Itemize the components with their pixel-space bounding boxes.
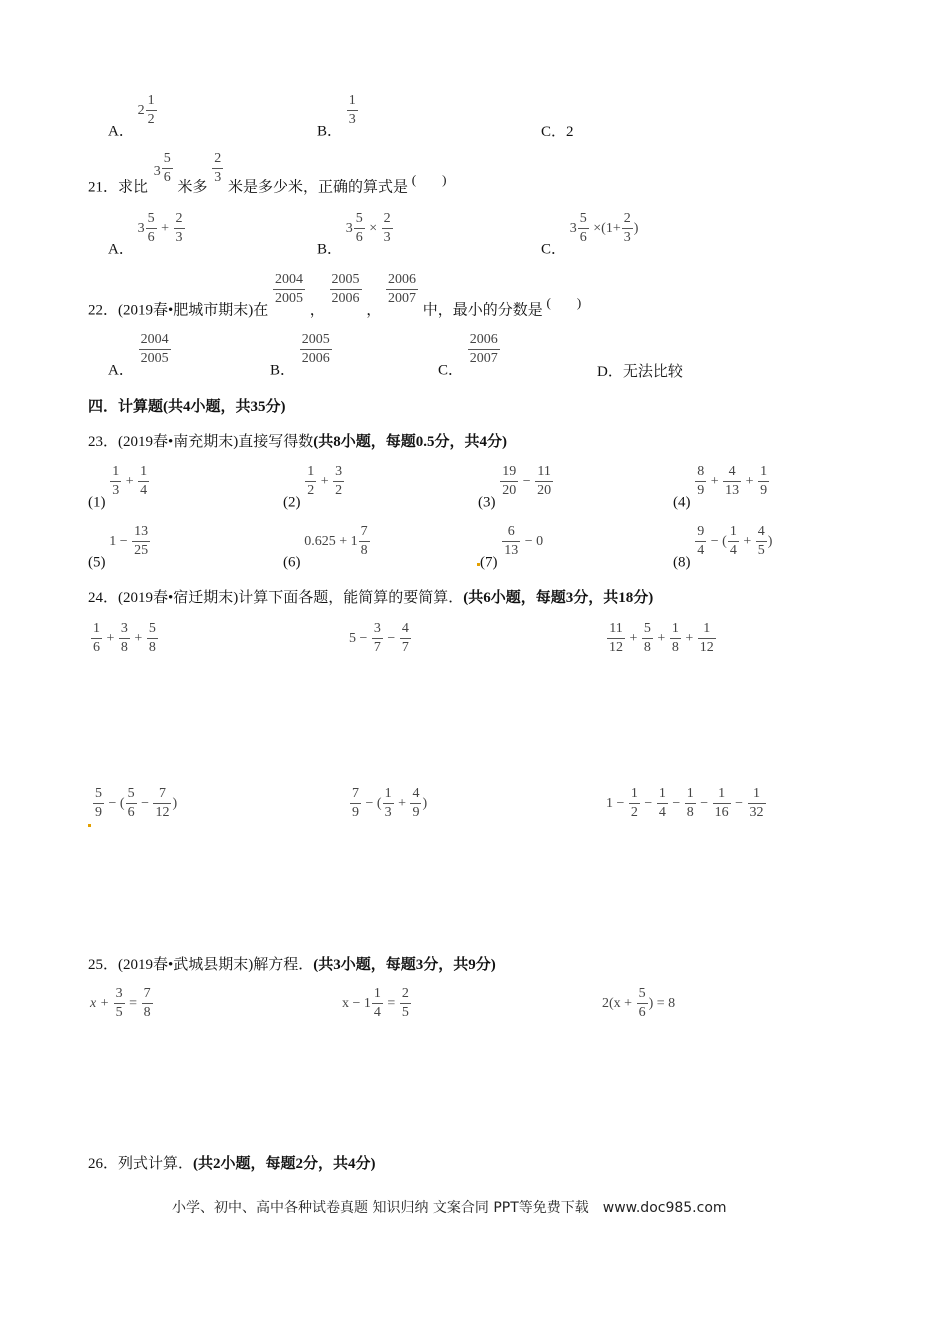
q20-option-b: B． $\frac{1}{3}$ bbox=[317, 93, 356, 140]
q22-answer-blank: ( ) bbox=[546, 294, 582, 310]
q24-expr-4: $\frac{5}{9}$ − ( $\frac{5}{6}$ − $\frac{7}{12}$ ) bbox=[95, 786, 178, 820]
q24-expr-1: $\frac{1}{6}$ + $\frac{3}{8}$ + $\frac{5}{8}$ bbox=[93, 621, 156, 655]
q25-equation-2: x − 1 $\frac{1}{4}$ = $\frac{2}{5}$ bbox=[342, 986, 409, 1020]
q23-item-5: (5) 1 − $\frac{13}{25}$ bbox=[88, 524, 149, 571]
question-22: 22．(2019春•肥城市期末)在 $\frac{2004}{2005}$ ， $\frac{2005}{2006}$ ， $\frac{2006}{2007}$ 中，最小的分数是 ( ) bbox=[88, 273, 587, 320]
q23-item-4: (4) $\frac{8}{9}$ + $\frac{4}{13}$ + $\frac{1}{9}$ bbox=[673, 464, 768, 511]
q22-option-b: B． $\frac{2005}{2006}$ bbox=[270, 332, 330, 379]
q23-item-3: (3) $\frac{19}{20}$ − $\frac{11}{20}$ bbox=[478, 464, 552, 511]
q24-expr-5: $\frac{7}{9}$ − ( $\frac{1}{3}$ + $\frac{4}{9}$ ) bbox=[352, 786, 428, 820]
q20-option-a: A． 2 $\frac{1}{2}$ bbox=[108, 94, 158, 141]
marker-dot bbox=[88, 824, 91, 827]
q20-option-c: C．2 bbox=[541, 124, 574, 140]
q23-item-8: (8) $\frac{9}{4}$ − ( $\frac{1}{4}$ + $\frac{4}{5}$ ) bbox=[673, 524, 773, 571]
q25-equation-3: 2(x + $\frac{5}{6}$ ) = 8 bbox=[602, 986, 676, 1020]
question-24-title: 24．(2019春•宿迁期末)计算下面各题，能简算的要简算．(共6小题，每题3分，共18分) bbox=[88, 590, 654, 606]
section-heading-4: 四．计算题(共4小题，共35分) bbox=[88, 399, 286, 415]
q22-option-a: A． $\frac{2004}{2005}$ bbox=[108, 332, 169, 379]
question-25-title: 25．(2019春•武城县期末)解方程．(共3小题，每题3分，共9分) bbox=[88, 957, 496, 973]
q24-expr-6: 1 − $\frac{1}{2}$ − $\frac{1}{4}$ − $\frac{1}{8}$ − $\frac{1}{16}$ − $\frac{1}{32}$ bbox=[606, 786, 764, 820]
q21-option-c: C． 3 $\frac{5}{6}$ ×(1+ $\frac{2}{3}$ ) bbox=[541, 211, 639, 258]
q24-expr-2: 5 − $\frac{3}{7}$ − $\frac{4}{7}$ bbox=[349, 621, 409, 655]
q23-item-7: (7) $\frac{6}{13}$ − 0 bbox=[480, 524, 544, 571]
q20-option-a-math: 2 $\frac{1}{2}$ bbox=[137, 93, 155, 127]
q21-option-a: A． 3 $\frac{5}{6}$ + $\frac{2}{3}$ bbox=[108, 211, 183, 258]
q22-option-d: D．无法比较 bbox=[597, 364, 683, 380]
q24-expr-3: $\frac{11}{12}$ + $\frac{5}{8}$ + $\frac{1}{8}$ + $\frac{1}{12}$ bbox=[609, 621, 714, 655]
footer-text: 小学、初中、高中各种试卷真题 知识归纳 文案合同 PPT等免费下载 www.doc985.com bbox=[172, 1200, 727, 1216]
question-26-title: 26．列式计算．(共2小题，每题2分，共4分) bbox=[88, 1156, 376, 1172]
q22-option-c: C． $\frac{2006}{2007}$ bbox=[438, 332, 498, 379]
q25-equation-1: x + $\frac{3}{5}$ = $\frac{7}{8}$ bbox=[90, 986, 151, 1020]
question-21: 21．求比 3 $\frac{5}{6}$ 米多 $\frac{2}{3}$ 米是多少米，正确的算式是 ( ) bbox=[88, 152, 452, 197]
q23-item-6: (6) 0.625 + 1 $\frac{7}{8}$ bbox=[283, 524, 368, 571]
question-23-title: 23．(2019春•南充期末)直接写得数(共8小题，每题0.5分，共4分) bbox=[88, 434, 507, 450]
q23-item-1: (1) $\frac{1}{3}$ + $\frac{1}{4}$ bbox=[88, 464, 148, 511]
q21-answer-blank: ( ) bbox=[411, 171, 447, 187]
q21-option-b: B． 3 $\frac{5}{6}$ × $\frac{2}{3}$ bbox=[317, 211, 391, 258]
q23-item-2: (2) $\frac{1}{2}$ + $\frac{3}{2}$ bbox=[283, 464, 343, 511]
